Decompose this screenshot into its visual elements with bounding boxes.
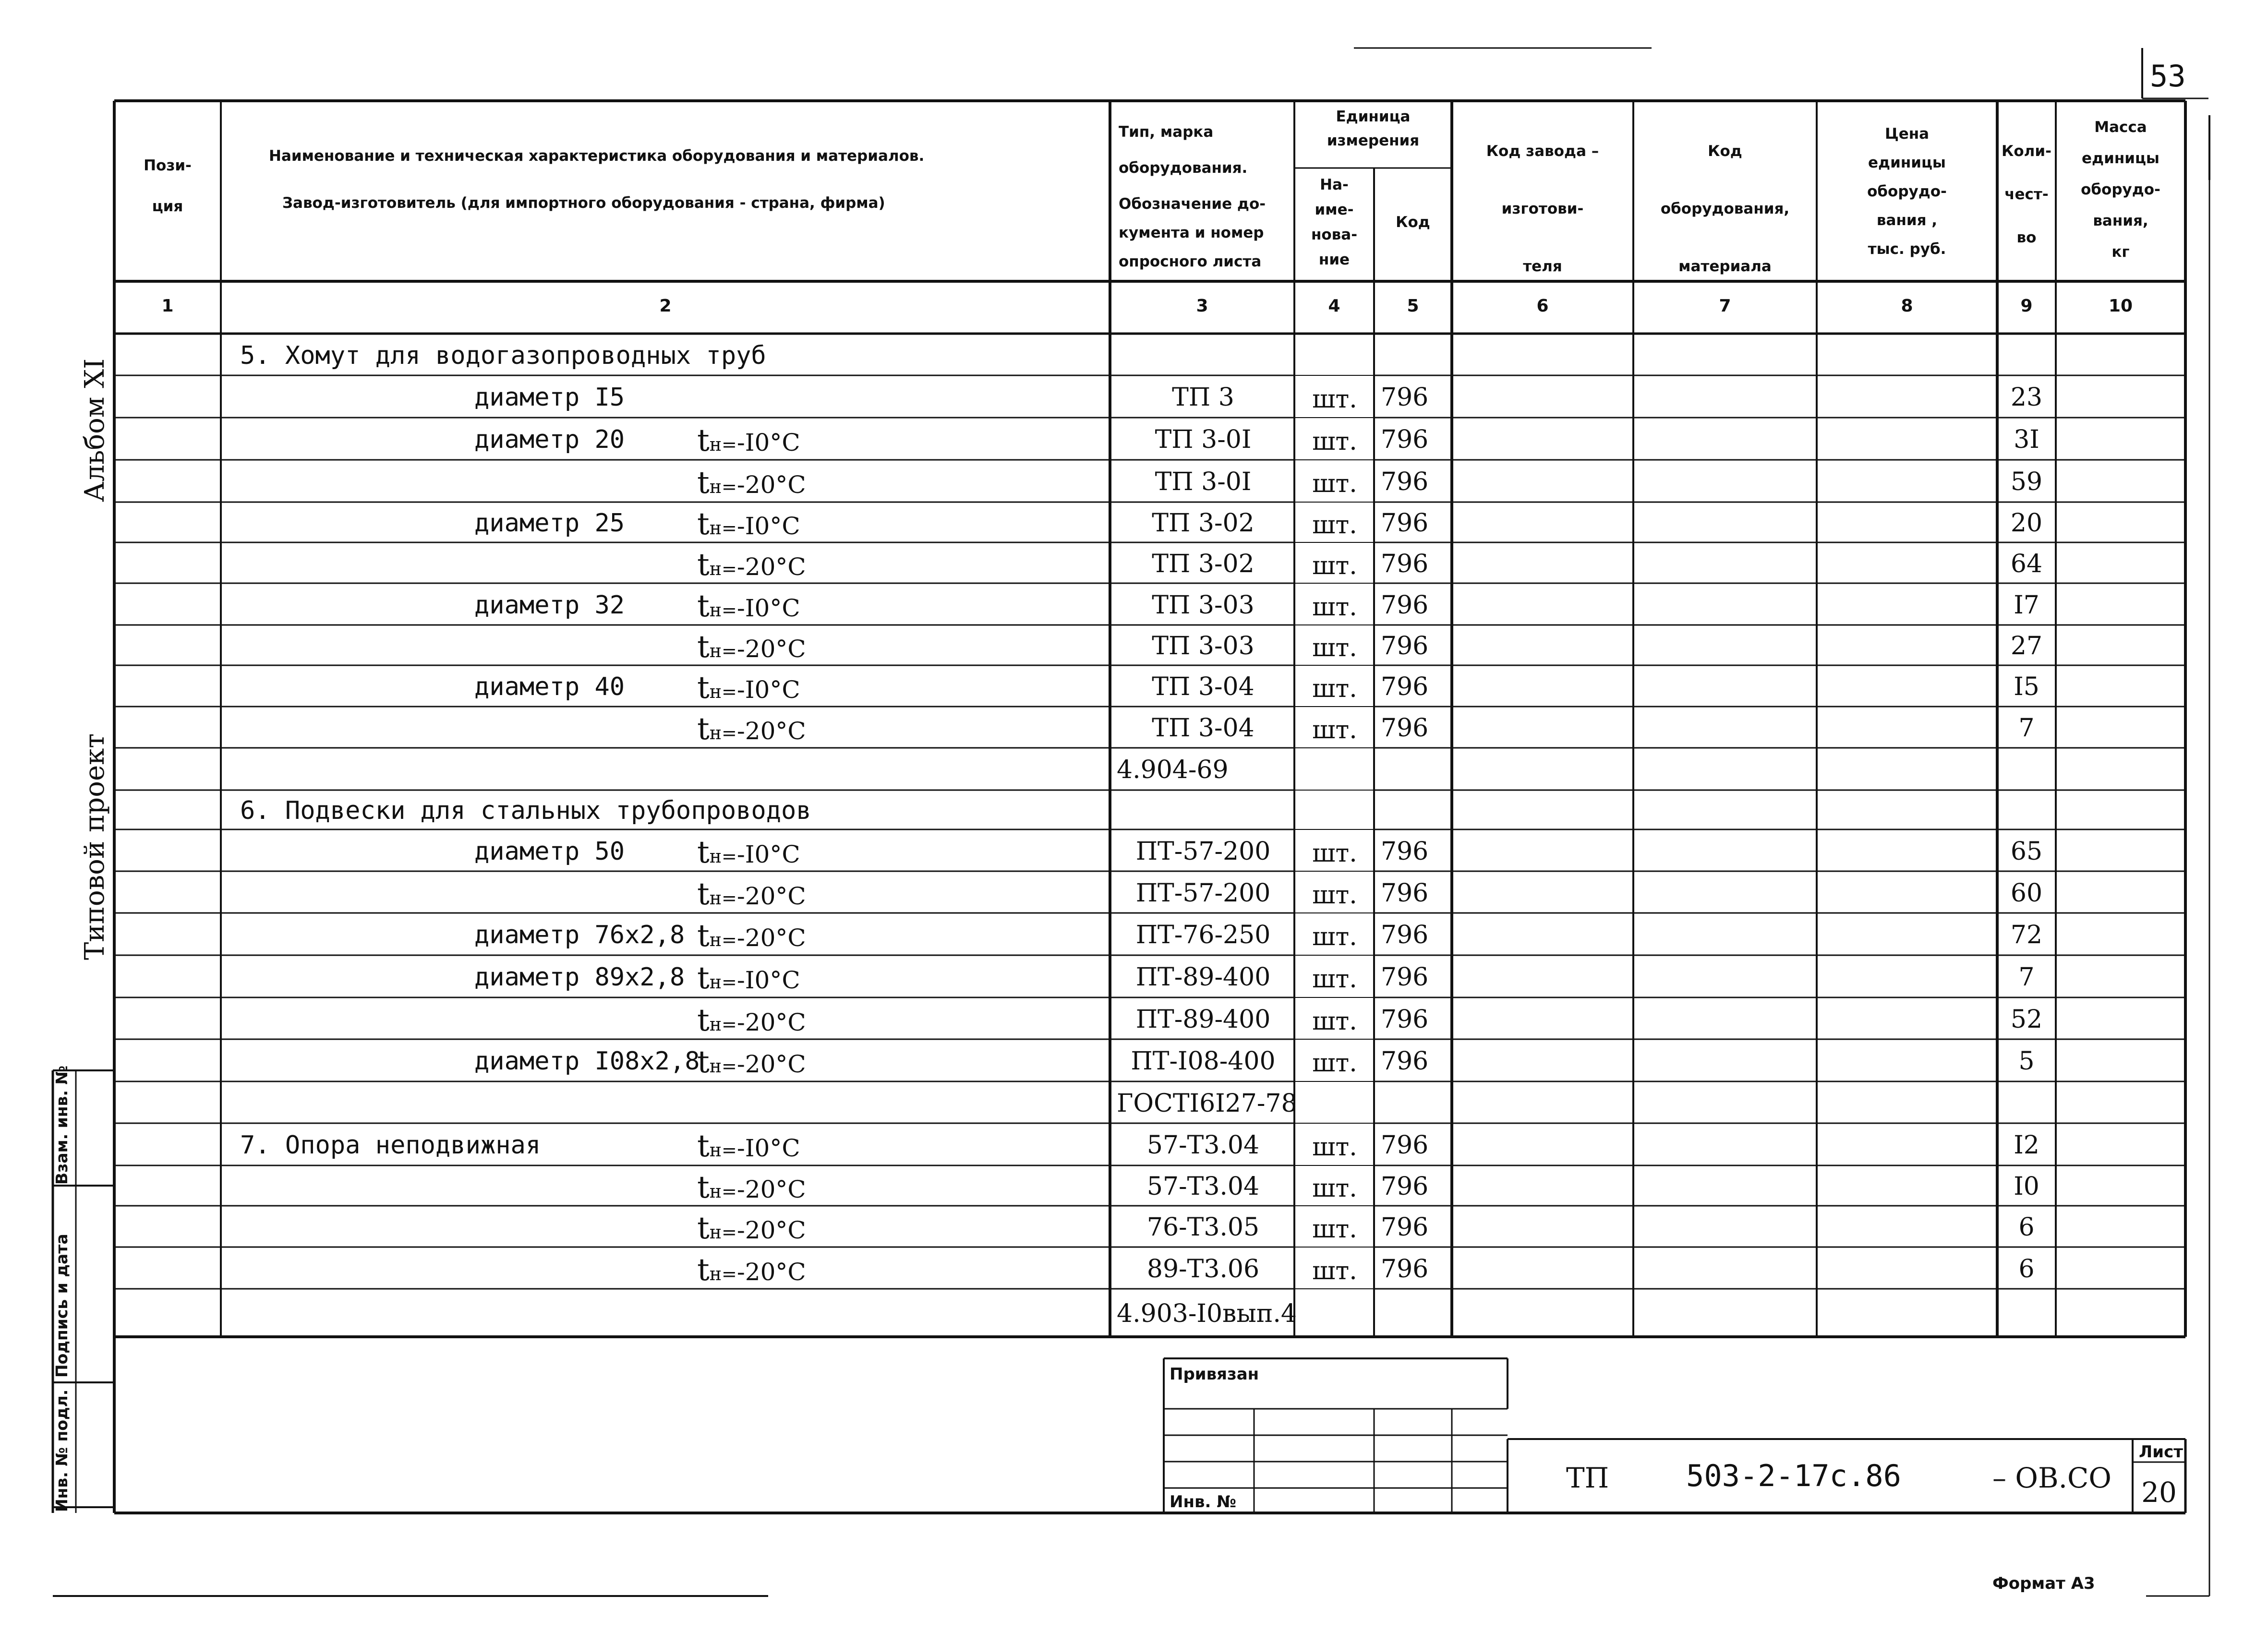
unit-code: 796 — [1381, 632, 1429, 660]
header-type-mark: Обозначение до- — [1119, 195, 1266, 213]
stamp-privyazan: Привязан — [1170, 1365, 1259, 1384]
type-mark: ПТ-76-250 — [1135, 921, 1271, 949]
type-mark: 89-Т3.06 — [1146, 1255, 1260, 1284]
header-mass: вания, — [2093, 212, 2148, 229]
quantity: 5 — [2018, 1047, 2035, 1076]
type-mark: ТП 3 — [1172, 383, 1234, 412]
quantity: 7 — [2018, 963, 2035, 992]
temperature-label: tн=-I0°С — [697, 588, 800, 624]
header-manufacturer-code: Код завода – — [1486, 143, 1599, 160]
column-number: 1 — [161, 296, 174, 316]
unit-code: 796 — [1381, 1213, 1429, 1242]
type-mark: ПТ-57-200 — [1135, 879, 1271, 908]
type-mark: 76-Т3.05 — [1146, 1213, 1260, 1242]
diameter-label: диаметр 25 — [474, 509, 625, 538]
quantity: 6 — [2018, 1213, 2035, 1242]
side-vzam: Взам. инв. № — [52, 1065, 71, 1185]
header-quantity: Коли- — [2002, 143, 2051, 160]
quantity: 3I — [2014, 425, 2039, 454]
column-number: 3 — [1196, 296, 1208, 316]
temperature-label: tн=-20°С — [697, 1211, 806, 1246]
temperature-label: tн=-20°С — [697, 629, 806, 665]
quantity: 65 — [2010, 837, 2043, 866]
temperature-label: tн=-20°С — [697, 918, 806, 954]
diameter-label: диаметр 20 — [474, 425, 625, 454]
type-mark: ГОСТI6I27-78 — [1117, 1089, 1297, 1118]
diameter-label: диаметр I5 — [474, 383, 625, 412]
quantity: I0 — [2014, 1172, 2039, 1201]
temperature-label: tн=-20°С — [697, 876, 806, 912]
header-type-mark: кумента и номер — [1119, 224, 1264, 241]
type-mark: ТП 3-03 — [1152, 591, 1255, 620]
header-type-mark: Тип, марка — [1119, 123, 1214, 141]
format-label: Формат А3 — [1992, 1574, 2095, 1593]
temperature-label: tн=-20°С — [697, 465, 806, 501]
header-manufacturer-code: изготови- — [1501, 200, 1584, 217]
quantity: 27 — [2010, 632, 2043, 660]
unit-name: шт. — [1312, 1257, 1357, 1285]
header-unit: Единица — [1336, 108, 1411, 125]
header-type-mark: опросного листа — [1119, 253, 1262, 270]
type-mark: ТП 3-02 — [1152, 550, 1255, 578]
temperature-label: tн=-20°С — [697, 1003, 806, 1038]
header-unit-price: единицы — [1868, 154, 1946, 171]
diameter-label: диаметр 32 — [474, 591, 625, 620]
unit-name: шт. — [1312, 716, 1357, 744]
diameter-label: диаметр 89х2,8 — [474, 963, 685, 992]
header-unit-name: На- — [1320, 176, 1349, 193]
header-unit-price: Цена — [1884, 125, 1930, 143]
header-position: Пози- — [144, 157, 192, 174]
unit-code: 796 — [1381, 879, 1429, 908]
header-equipment-code: материала — [1678, 258, 1772, 275]
unit-code: 796 — [1381, 714, 1429, 743]
column-number: 2 — [659, 296, 672, 316]
type-mark: ТП 3-04 — [1152, 714, 1255, 743]
sheet-label: Лист — [2139, 1442, 2183, 1462]
page-number: 53 — [2150, 59, 2186, 94]
temperature-label: tн=-I0°С — [697, 835, 800, 870]
type-mark: ТП 3-02 — [1152, 509, 1255, 538]
header-unit-name: нова- — [1311, 226, 1358, 243]
unit-name: шт. — [1312, 427, 1357, 456]
temperature-label: tн=-20°С — [697, 1044, 806, 1080]
column-number: 10 — [2108, 296, 2133, 316]
header-unit-code: Код — [1396, 214, 1430, 231]
unit-name: шт. — [1312, 1133, 1357, 1162]
unit-code: 796 — [1381, 591, 1429, 620]
side-album: Альбом XI — [79, 358, 110, 502]
header-mass: единицы — [2082, 150, 2159, 167]
section-title: 5. Хомут для водогазопроводных труб — [240, 341, 766, 370]
section-title: 7. Опора неподвижная — [240, 1131, 541, 1160]
unit-code: 796 — [1381, 837, 1429, 866]
temperature-label: tн=-20°С — [697, 711, 806, 747]
unit-name: шт. — [1312, 1049, 1357, 1078]
unit-name: шт. — [1312, 1007, 1357, 1036]
unit-name: шт. — [1312, 385, 1357, 414]
column-number: 9 — [2020, 296, 2033, 316]
type-mark: ТП 3-0I — [1155, 425, 1252, 454]
unit-code: 796 — [1381, 672, 1429, 701]
header-mass: оборудо- — [2081, 181, 2160, 198]
unit-name: шт. — [1312, 923, 1357, 951]
header-equipment-code: оборудования, — [1660, 200, 1790, 217]
type-mark: 57-Т3.04 — [1146, 1131, 1260, 1160]
unit-name: шт. — [1312, 593, 1357, 622]
quantity: 6 — [2018, 1255, 2035, 1284]
quantity: 64 — [2010, 550, 2043, 578]
quantity: 7 — [2018, 714, 2035, 743]
header-mass: Масса — [2094, 119, 2147, 136]
column-number: 6 — [1536, 296, 1549, 316]
type-mark: 57-Т3.04 — [1146, 1172, 1260, 1201]
column-number: 4 — [1328, 296, 1340, 316]
unit-name: шт. — [1312, 552, 1357, 580]
unit-code: 796 — [1381, 1255, 1429, 1284]
quantity: I7 — [2014, 591, 2039, 620]
stamp-inv-no: Инв. № — [1170, 1492, 1237, 1512]
header-name: Наименование и техническая характеристика оборудования и материалов. — [269, 147, 925, 165]
column-number: 7 — [1719, 296, 1731, 316]
temperature-label: tн=-I0°С — [697, 506, 800, 542]
unit-code: 796 — [1381, 1131, 1429, 1160]
quantity: 52 — [2010, 1005, 2043, 1034]
diameter-label: диаметр 50 — [474, 837, 625, 866]
type-mark: ТП 3-03 — [1152, 632, 1255, 660]
unit-name: шт. — [1312, 1215, 1357, 1244]
unit-code: 796 — [1381, 1172, 1429, 1201]
temperature-label: tн=-20°С — [697, 1252, 806, 1288]
quantity: 60 — [2010, 879, 2043, 908]
unit-code: 796 — [1381, 550, 1429, 578]
unit-code: 796 — [1381, 383, 1429, 412]
unit-name: шт. — [1312, 469, 1357, 498]
header-unit: измерения — [1327, 132, 1420, 149]
header-unit-price: тыс. руб. — [1868, 240, 1946, 258]
temperature-label: tн=-I0°С — [697, 423, 800, 458]
column-number: 5 — [1407, 296, 1419, 316]
unit-code: 796 — [1381, 1005, 1429, 1034]
temperature-label: tн=-I0°С — [697, 670, 800, 706]
type-mark: ПТ-89-400 — [1135, 963, 1271, 992]
quantity: I5 — [2014, 672, 2039, 701]
unit-code: 796 — [1381, 509, 1429, 538]
header-unit-price: вания , — [1876, 212, 1938, 229]
side-project: Типовой проект — [79, 733, 110, 960]
diameter-label: диаметр 40 — [474, 672, 625, 701]
header-unit-name: име- — [1315, 201, 1354, 218]
unit-code: 796 — [1381, 425, 1429, 454]
quantity: 72 — [2010, 921, 2043, 949]
side-podpis: Подпись и дата — [52, 1234, 71, 1378]
header-quantity: чест- — [2004, 186, 2049, 203]
header-type-mark: оборудования. — [1119, 159, 1248, 177]
header-manufacturer-code: теля — [1523, 258, 1562, 275]
header-manufacturer: Завод-изготовитель (для импортного оборудования - страна, фирма) — [282, 194, 885, 212]
header-mass: кг — [2111, 243, 2130, 261]
unit-code: 796 — [1381, 921, 1429, 949]
type-mark: ПТ-I08-400 — [1131, 1047, 1276, 1076]
temperature-label: tн=-20°С — [697, 1170, 806, 1205]
column-number: 8 — [1901, 296, 1913, 316]
type-mark: ТП 3-0I — [1155, 468, 1252, 496]
unit-name: шт. — [1312, 881, 1357, 910]
document-suffix: – ОВ.СО — [1992, 1462, 2111, 1494]
temperature-label: tн=-I0°С — [697, 960, 800, 996]
quantity: I2 — [2014, 1131, 2039, 1160]
type-mark: ПТ-89-400 — [1135, 1005, 1271, 1034]
quantity: 59 — [2010, 468, 2043, 496]
type-mark: 4.903-I0вып.4 — [1117, 1299, 1297, 1328]
type-mark: ТП 3-04 — [1152, 672, 1255, 701]
header-quantity: во — [2016, 229, 2037, 246]
unit-name: шт. — [1312, 511, 1357, 540]
header-unit-name: ние — [1318, 251, 1350, 268]
unit-name: шт. — [1312, 965, 1357, 994]
type-mark: 4.904-69 — [1117, 756, 1229, 784]
unit-name: шт. — [1312, 674, 1357, 703]
quantity: 20 — [2010, 509, 2043, 538]
sheet-number: 20 — [2141, 1476, 2177, 1509]
unit-name: шт. — [1312, 634, 1357, 662]
diameter-label: диаметр I08х2,8 — [474, 1047, 700, 1076]
document-number: 503-2-17с.86 — [1686, 1458, 1901, 1493]
side-inv-podl: Инв. № подл. — [52, 1389, 71, 1512]
unit-code: 796 — [1381, 468, 1429, 496]
quantity: 23 — [2010, 383, 2043, 412]
unit-code: 796 — [1381, 963, 1429, 992]
unit-name: шт. — [1312, 839, 1357, 868]
type-mark: ПТ-57-200 — [1135, 837, 1271, 866]
unit-name: шт. — [1312, 1174, 1357, 1203]
temperature-label: tн=-I0°С — [697, 1128, 800, 1164]
header-unit-price: оборудо- — [1867, 183, 1947, 200]
header-equipment-code: Код — [1708, 143, 1742, 160]
temperature-label: tн=-20°С — [697, 547, 806, 583]
unit-code: 796 — [1381, 1047, 1429, 1076]
section-title: 6. Подвески для стальных трубопроводов — [240, 796, 811, 825]
header-position: ция — [152, 198, 183, 215]
stamp-tp: ТП — [1566, 1462, 1609, 1494]
diameter-label: диаметр 76х2,8 — [474, 921, 685, 949]
